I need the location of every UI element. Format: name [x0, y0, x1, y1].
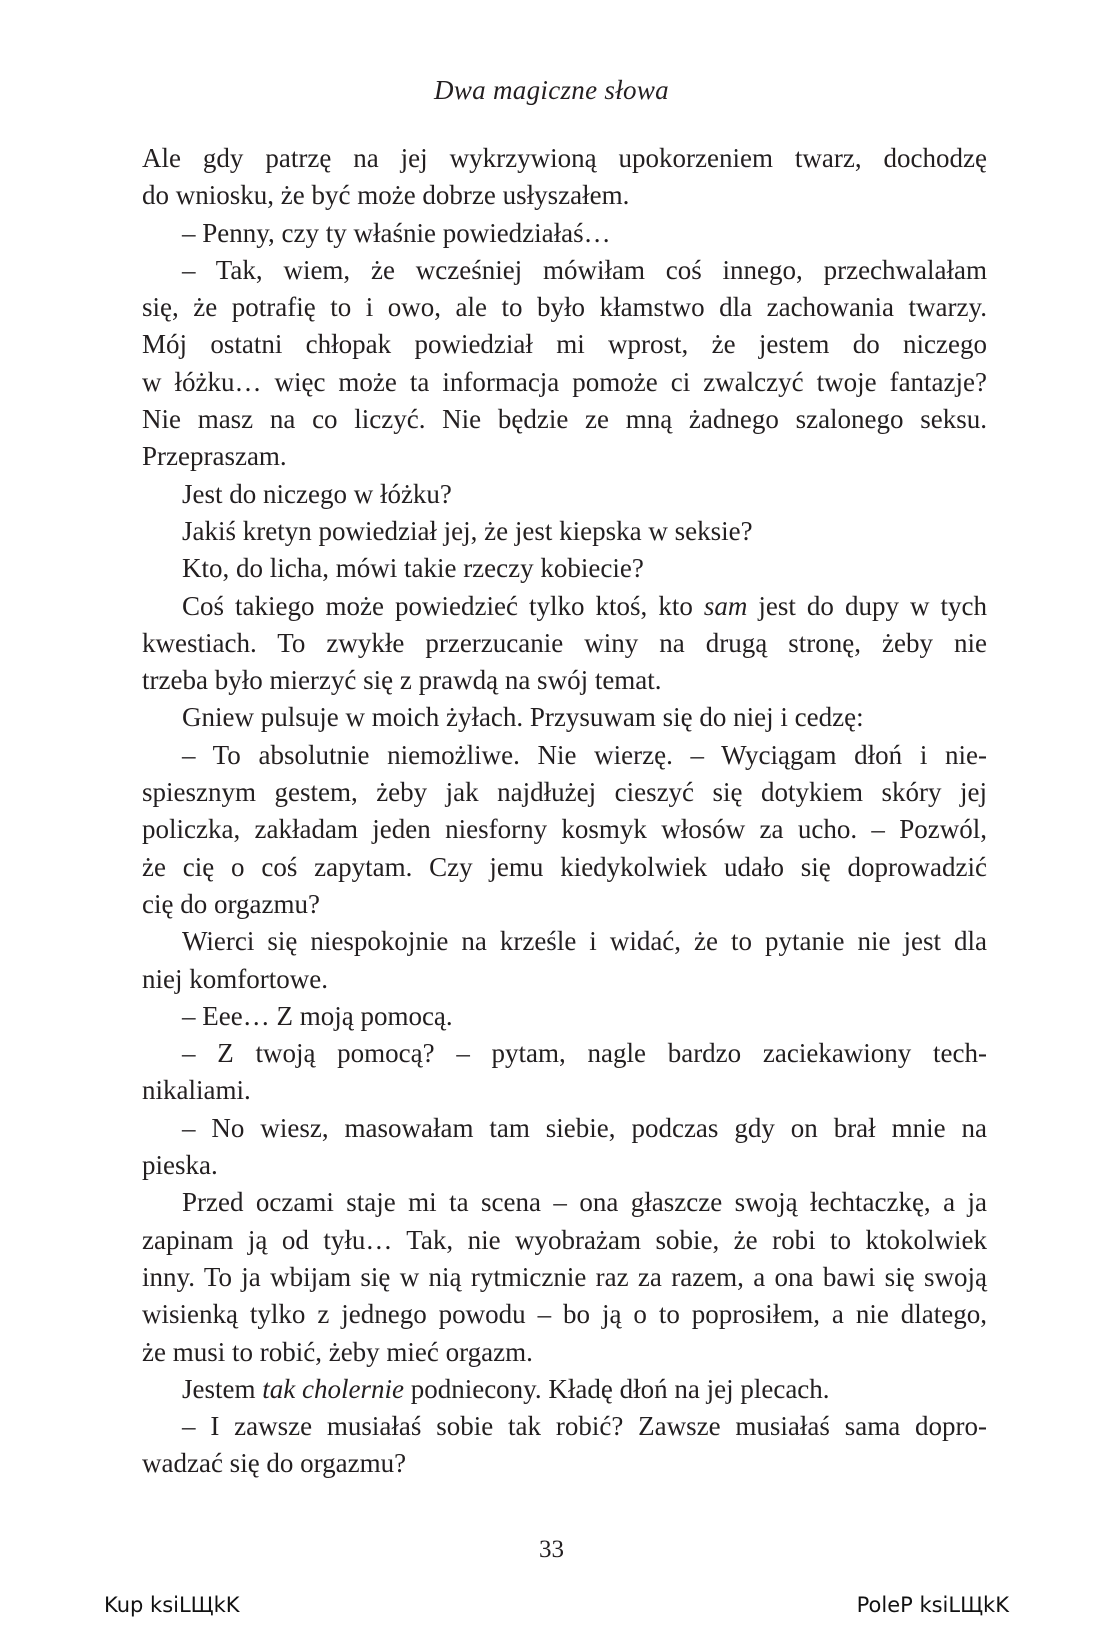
- text-line: – Penny, czy ty właśnie powiedziałaś…: [182, 217, 611, 248]
- text-line: [142, 588, 987, 625]
- emphasis-text: tak cholernie: [262, 1373, 404, 1404]
- text-line: cię do orgazmu?: [142, 888, 320, 919]
- text-line: inny. To ja wbijam się w nią rytmicznie raz za razem, a ona bawi się swoją: [142, 1261, 987, 1292]
- text-line: Ale gdy patrzę na jej wykrzywioną upokorzeniem twarz, dochodzę: [142, 143, 987, 173]
- text-segment: jest do dupy w tych: [747, 590, 987, 621]
- text-line: wadzać się do orgazmu?: [142, 1448, 407, 1479]
- text-line: Kto, do licha, mówi takie rzeczy kobiecie?: [182, 553, 644, 584]
- text-line: Wierci się niespokojnie na krześle i widać, że to pytanie nie jest dla: [182, 926, 987, 957]
- text-line: – Z twoją pomocą? – pytam, nagle bardzo zaciekawiony tech-: [182, 1038, 987, 1069]
- emphasis-text: sam: [703, 590, 748, 621]
- text-line: nikaliami.: [142, 1075, 251, 1106]
- text-line: pieska.: [142, 1150, 218, 1181]
- text-line: w łóżku… więc może ta informacja pomoże ci zwalczyć twoje fantazje?: [142, 366, 987, 397]
- text-line: Przepraszam.: [142, 441, 287, 472]
- text-line: – No wiesz, masowałam tam siebie, podczas gdy on brał mnie na: [182, 1112, 987, 1143]
- text-line: Mój ostatni chłopak powiedział mi wprost, że jestem do niczego: [142, 329, 987, 360]
- recommend-book-link[interactable]: PoleP ksiLЩkK: [856, 1593, 1009, 1617]
- text-line: że musi to robić, żeby mieć orgazm.: [142, 1336, 533, 1367]
- text-segment: podniecony. Kładę dłoń na jej plecach.: [403, 1373, 830, 1404]
- text-line: się, że potrafię to i owo, ale to było kłamstwo dla zachowania twarzy.: [142, 292, 987, 323]
- text-line: – I zawsze musiałaś sobie tak robić? Zawsze musiałaś sama dopro-: [182, 1411, 987, 1442]
- text-line: Gniew pulsuje w moich żyłach. Przysuwam się do niej i cedzę:: [182, 702, 864, 733]
- body-text: [142, 140, 987, 1483]
- text-line: że cię o coś zapytam. Czy jemu kiedykolwiek udało się doprowadzić: [142, 851, 987, 882]
- text-segment: Coś takiego może powiedzieć tylko ktoś, kto: [182, 590, 704, 621]
- text-line: – Tak, wiem, że wcześniej mówiłam coś innego, przechwalałam: [182, 254, 987, 285]
- text-line: [142, 1371, 987, 1408]
- text-line: trzeba było mierzyć się z prawdą na swój temat.: [142, 665, 662, 696]
- page-number: 33: [539, 1536, 564, 1563]
- text-segment: Jestem: [182, 1373, 263, 1404]
- text-line: kwestiach. To zwykłe przerzucanie winy na drugą stronę, żeby nie: [142, 627, 987, 658]
- text-line: do wniosku, że być może dobrze usłyszałem.: [142, 180, 630, 211]
- text-line: Jakiś kretyn powiedział jej, że jest kiepska w seksie?: [182, 515, 753, 546]
- running-title: Dwa magiczne słowa: [434, 75, 669, 105]
- text-line: – To absolutnie niemożliwe. Nie wierzę. – Wyciągam dłoń i nie-: [182, 739, 987, 770]
- text-line: wisienką tylko z jednego powodu – bo ją o to poprosiłem, a nie dlatego,: [142, 1299, 987, 1330]
- text-line: spiesznym gestem, żeby jak najdłużej cieszyć się dotykiem skóry jej: [142, 777, 987, 808]
- text-line: policzka, zakładam jeden niesforny kosmyk włosów za ucho. – Pozwól,: [142, 814, 987, 845]
- text-line: – Eee… Z moją pomocą.: [182, 1000, 453, 1031]
- buy-book-link[interactable]: Kup ksiLЩkK: [104, 1593, 240, 1617]
- text-line: Jest do niczego w łóżku?: [182, 478, 452, 509]
- text-line: niej komfortowe.: [142, 963, 328, 994]
- text-line: Nie masz na co liczyć. Nie będzie ze mną żadnego szalonego seksu.: [142, 404, 987, 435]
- text-line: zapinam ją od tyłu… Tak, nie wyobrażam sobie, że robi to ktokolwiek: [142, 1224, 987, 1255]
- text-line: Przed oczami staje mi ta scena – ona głaszcze swoją łechtaczkę, a ja: [182, 1187, 987, 1218]
